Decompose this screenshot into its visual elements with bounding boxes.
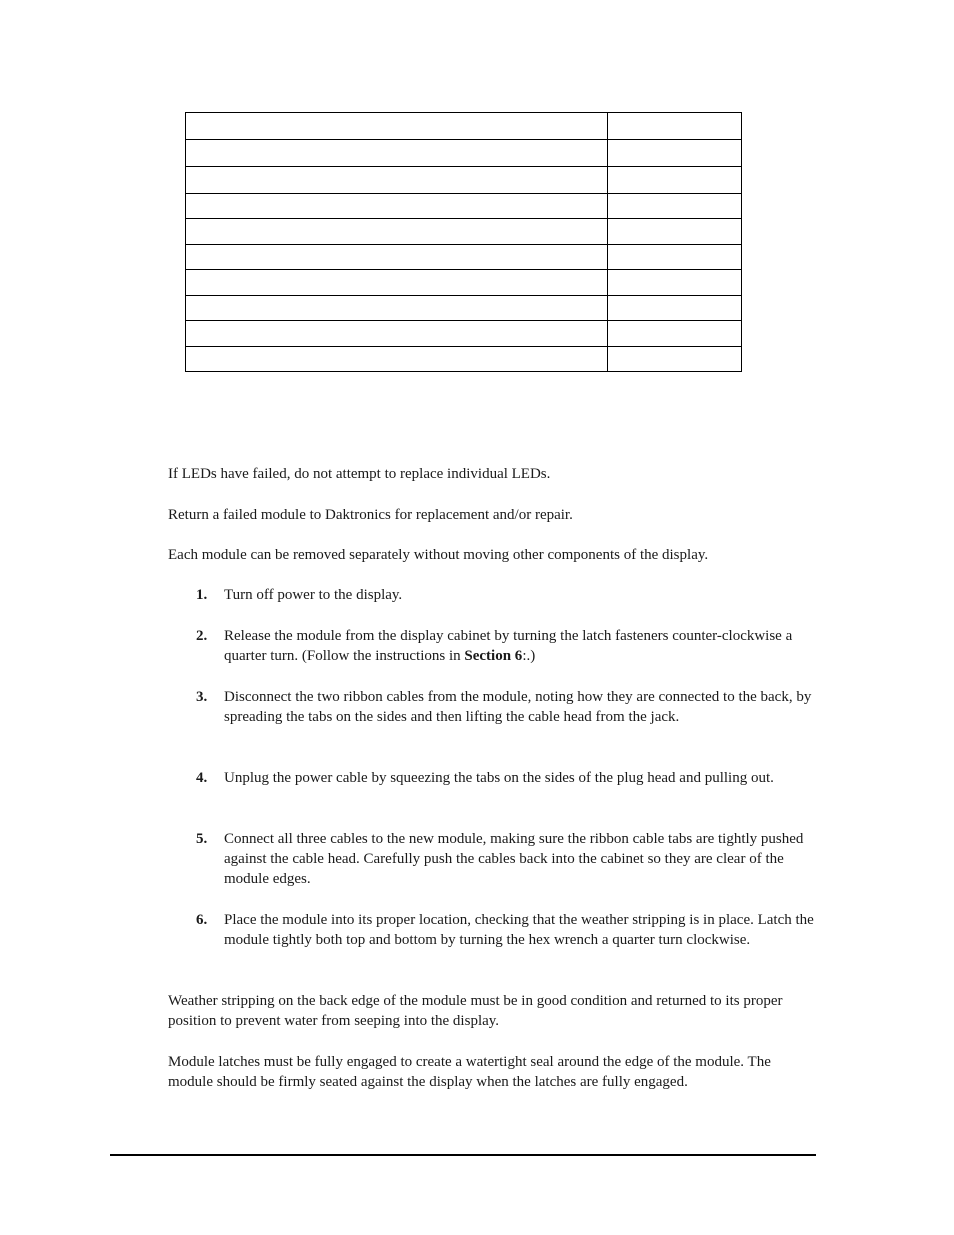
step-number: 2. [196,628,208,644]
table-row [186,167,742,194]
step-text-part: Release the module from the display cabinet by turning the latch fasteners counter-clockwise a quarter turn. (Follow the instructions in [224,628,793,664]
table-cell [186,321,608,347]
table-cell [186,245,608,270]
table-row [186,113,742,140]
table-cell [608,167,742,194]
step-number: 1. [196,587,208,603]
table-cell [186,194,608,219]
table-row [186,270,742,296]
table-cell [186,347,608,372]
step-number: 4. [196,770,208,786]
step-number: 6. [196,912,208,928]
table-cell [608,347,742,372]
table-cell [186,113,608,140]
section-reference: Section 6 [464,648,523,664]
table-cell [186,270,608,296]
table-cell [186,296,608,321]
intro-paragraph-return: Return a failed module to Daktronics for replacement and/or repair. [168,507,573,523]
table-row [186,347,742,372]
table-row [186,296,742,321]
table-cell [608,296,742,321]
table-cell [608,113,742,140]
table-cell [608,140,742,167]
step-text: Turn off power to the display. [224,587,403,603]
intro-paragraph-leds: If LEDs have failed, do not attempt to replace individual LEDs. [168,466,551,482]
table-cell [608,245,742,270]
table-cell [608,270,742,296]
step-text: Connect all three cables to the new module, making sure the ribbon cable tabs are tightly pushed against the cable head. Carefully push the cables back into the cabinet so they are clear of the module edges. [224,831,804,887]
intro-paragraph-removal: Each module can be removed separately without moving other components of the display. [168,547,709,563]
table-cell [186,219,608,245]
table-cell [186,167,608,194]
footer-divider [110,1154,816,1156]
outro-paragraph-weather-stripping: Weather stripping on the back edge of the module must be in good condition and returned to its proper position to prevent water from seeping into the display. [168,993,783,1029]
step-text [224,626,816,666]
outro-paragraph-latches: Module latches must be fully engaged to create a watertight seal around the edge of the module. The module should be firmly seated against the display when the latches are fully engaged. [168,1054,771,1090]
table-cell [608,321,742,347]
table-cell [608,194,742,219]
step-text: Place the module into its proper location, checking that the weather stripping is in place. Latch the module tightly both top and bottom by turning the hex wrench a quarter turn clockwise. [224,912,814,948]
step-text-part: :.) [522,648,536,664]
table-cell [608,219,742,245]
table-row [186,321,742,347]
table-row [186,245,742,270]
step-number: 5. [196,831,208,847]
step-text: Disconnect the two ribbon cables from the module, noting how they are connected to the back, by spreading the tabs on the sides and then lifting the cable head from the jack. [224,689,812,725]
step-text: Unplug the power cable by squeezing the tabs on the sides of the plug head and pulling out. [224,770,774,786]
table-row [186,219,742,245]
table-row [186,140,742,167]
table-row [186,194,742,219]
empty-table [185,112,742,372]
table-cell [186,140,608,167]
step-number: 3. [196,689,208,705]
